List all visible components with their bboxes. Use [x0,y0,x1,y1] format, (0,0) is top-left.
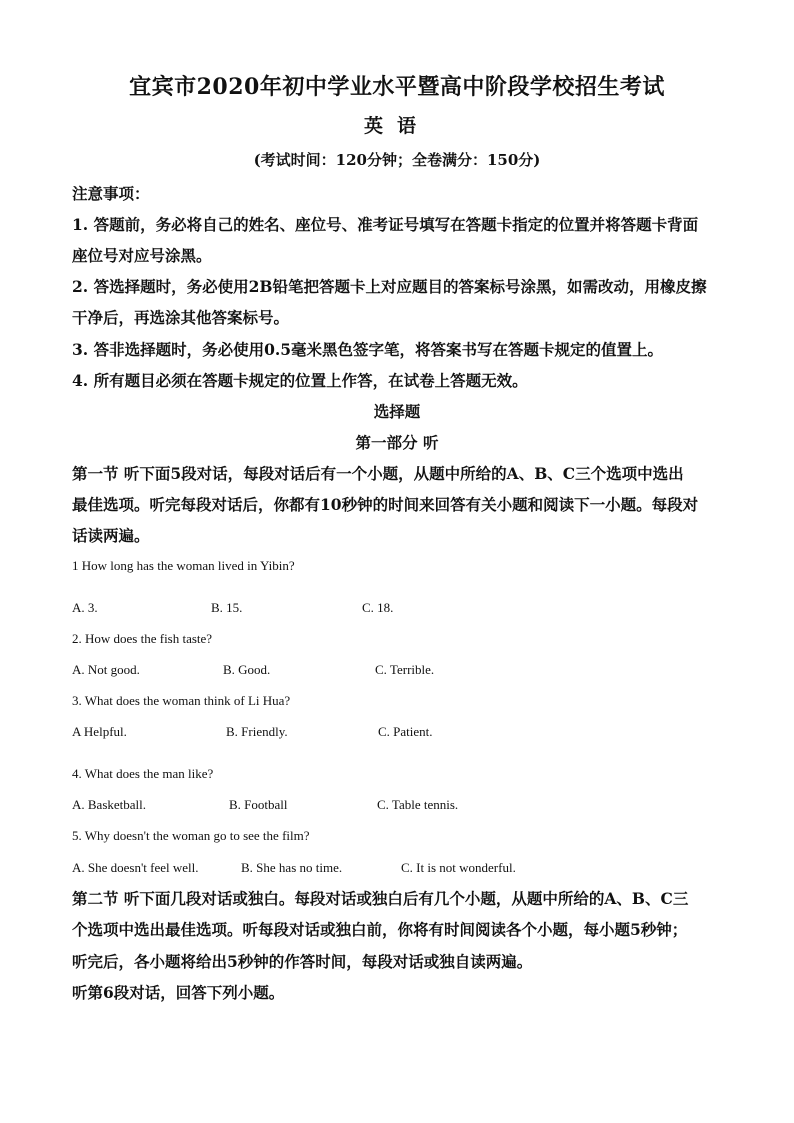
option-c: C. It is not wonderful. [401,860,516,875]
option-b: B. Football [229,797,288,812]
notice-line: 3. 答非选择题时，务必使用0.5毫米黑色签字笔，将答案书写在答题卡规定的值置上。 [72,340,664,359]
question-5: 5. Why doesn't the woman go to see the film? [72,828,310,843]
notice-line: 4. 所有题目必须在答题卡规定的位置上作答，在试卷上答题无效。 [72,371,528,390]
option-a: A. Basketball. [72,797,147,812]
option-b: B. 15. [211,600,243,615]
section2-line: 个选项中选出最佳选项。听每段对话或独白前，你将有时间阅读各个小题，每小题5秒钟； [72,920,688,939]
option-a: A. 3. [72,600,98,615]
subject-title: 英语 [363,115,430,137]
notice-heading: 注意事项： [72,184,150,203]
part-heading: 第一部分 听 [355,433,439,452]
section1-line: 最佳选项。听完每段对话后，你都有10秒钟的时间来回答有关小题和阅读下一小题。每段对 [72,495,699,514]
exam-title: 宜宾市2020年初中学业水平暨高中阶段学校招生考试 [129,74,665,100]
section1-line: 第一节 听下面5段对话，每段对话后有一个小题，从题中所给的A、B、C三个选项中选出 [72,464,684,483]
notice-line: 干净后，再选涂其他答案标号。 [72,308,290,327]
notice-line: 2. 答选择题时，务必使用2B铅笔把答题卡上对应题目的答案标号涂黑，如需改动，用橡皮擦 [72,277,707,296]
choice-heading: 选择题 [373,402,421,421]
section1-line: 话读两遍。 [72,526,150,545]
section2-line: 听第6段对话，回答下列小题。 [72,983,285,1002]
notice-line: 1. 答题前，务必将自己的姓名、座位号、准考证号填写在答题卡指定的位置并将答题卡背面 [72,215,699,234]
question-2: 2. How does the fish taste? [72,631,213,646]
option-b: B. Friendly. [226,724,288,739]
option-a: A. She doesn't feel well. [72,860,199,875]
question-4: 4. What does the man like? [72,766,214,781]
option-a: A Helpful. [72,724,127,739]
question-3: 3. What does the woman think of Li Hua? [72,693,291,708]
option-c: C. Patient. [378,724,433,739]
section2-line: 听完后，各小题将给出5秒钟的作答时间，每段对话或独自读两遍。 [72,952,533,971]
section2-line: 第二节 听下面几段对话或独白。每段对话或独白后有几个小题，从题中所给的A、B、C三 [72,889,689,908]
exam-info: (考试时间：120分钟；全卷满分：150分) [253,151,541,169]
option-c: C. 18. [362,600,394,615]
notice-line: 座位号对应号涂黑。 [72,246,212,265]
option-c: C. Terrible. [375,662,435,677]
option-a: A. Not good. [72,662,140,677]
option-c: C. Table tennis. [377,797,459,812]
option-b: B. Good. [223,662,271,677]
option-b: B. She has no time. [241,860,343,875]
question-1: 1 How long has the woman lived in Yibin? [72,558,295,573]
